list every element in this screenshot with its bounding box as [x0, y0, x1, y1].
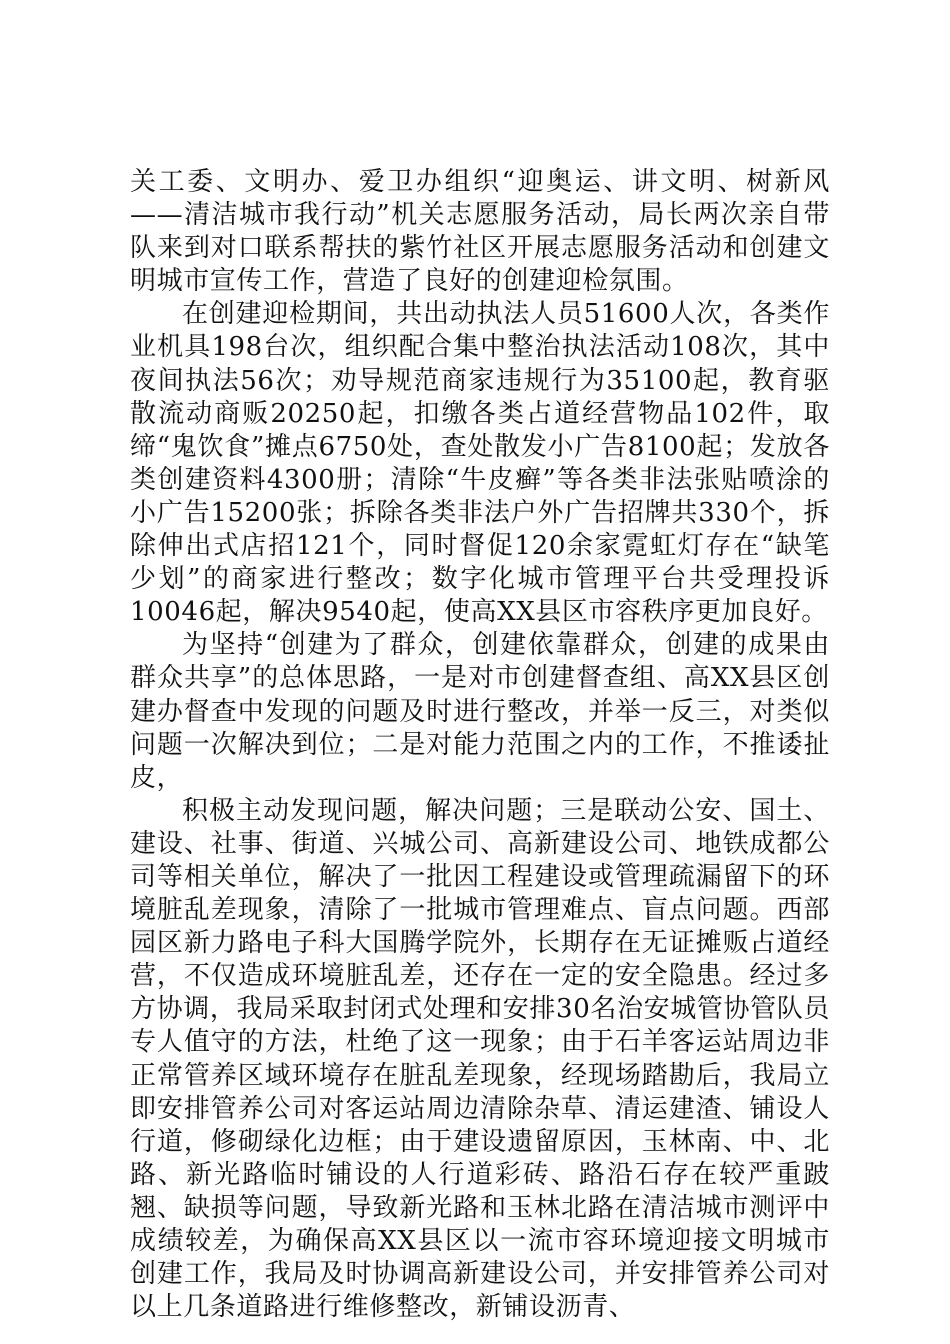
paragraph-3: 为坚持“创建为了群众，创建依靠群众，创建的成果由群众共享”的总体思路，一是对市创建督查组、高XX县区创建办督查中发现的问题及时进行整改，并举一反三，对类似问题一次解决到位；二是对能力范围之内的工作，不推诿扯皮， — [130, 630, 830, 793]
paragraph-4: 积极主动发现问题，解决问题；三是联动公安、国土、建设、社事、街道、兴城公司、高新建设公司、地铁成都公司等相关单位，解决了一批因工程建设或管理疏漏留下的环境脏乱差现象，清除了一批城市管理难点、盲点问题。西部园区新力路电子科大国腾学院外，长期存在无证摊贩占道经营，不仅造成环境脏乱差，还存在一定的安全隐患。经过多方协调，我局采取封闭式处理和安排30名治安城管协管队员专人值守的方法，杜绝了这一现象；由于石羊客运站周边非正常管养区域环境存在脏乱差现象，经现场踏勘后，我局立即安排管养公司对客运站周边清除杂草、清运建渣、铺设人行道，修砌绿化边框；由于建设遗留原因，玉林南、中、北路、新光路临时铺设的人行道彩砖、路沿石存在较严重跛翘、缺损等问题，导致新光路和玉林北路在清洁城市测评中成绩较差，为确保高XX县区以一流市容环境迎接文明城市创建工作，我局及时协调高新建设公司，并安排管养公司对以上几条道路进行维修整改，新铺设沥青、 — [130, 795, 830, 1323]
paragraph-2: 在创建迎检期间，共出动执法人员51600人次，各类作业机具198台次，组织配合集中整治执法活动108次，其中夜间执法56次；劝导规范商家违规行为35100起，教育驱散流动商贩20250起，扣缴各类占道经营物品102件，取缔“鬼饮食”摊点6750处，查处散发小广告8100起；发放各类创建资料4300册；清除“牛皮癣”等各类非法张贴喷涂的小广告15200张；拆除各类非法户外广告招牌共330个，拆除伸出式店招121个，同时督促120余家霓虹灯存在“缺笔少划”的商家进行整改；数字化城市管理平台共受理投诉10046起，解决9540起，使高XX县区市容秩序更加良好。 — [130, 299, 830, 628]
paragraph-1: 关工委、文明办、爱卫办组织“迎奥运、讲文明、树新风——清洁城市我行动”机关志愿服务活动，局长两次亲自带队来到对口联系帮扶的紫竹社区开展志愿服务活动和创建文明城市宣传工作，营造了良好的创建迎检氛围。 — [130, 167, 830, 297]
document-body — [130, 166, 830, 1324]
